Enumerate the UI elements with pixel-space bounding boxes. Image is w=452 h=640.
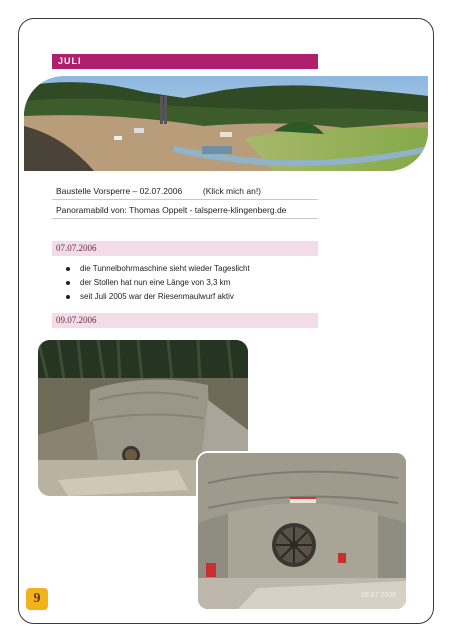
list-item: der Stollen hat nun eine Länge von 3,3 km: [64, 276, 250, 290]
panorama-caption-text: Baustelle Vorsperre – 02.07.2006: [56, 186, 183, 196]
month-header: JULI: [52, 54, 318, 69]
list-item: die Tunnelbohrmaschine sieht wieder Tageslicht: [64, 262, 250, 276]
panorama-image[interactable]: [24, 76, 428, 171]
panorama-graphic: [24, 76, 428, 171]
panorama-caption: [56, 186, 261, 196]
bullet-icon: [66, 295, 70, 299]
caption-divider: [52, 199, 318, 200]
page-number-badge: 9: [26, 588, 48, 610]
bullet-list: [64, 262, 250, 304]
tunnel-photo-2[interactable]: [196, 451, 408, 611]
bullet-icon: [66, 281, 70, 285]
date-header-2: 09.07.2006: [52, 313, 318, 328]
bullet-icon: [66, 267, 70, 271]
tunnel-photo-2-graphic: [198, 453, 406, 609]
photo-timestamp: 09.07.2006: [360, 592, 396, 599]
list-item: seit Juli 2005 war der Riesenmaulwurf aktiv: [64, 290, 250, 304]
panorama-link[interactable]: (Klick mich an!): [202, 186, 262, 196]
date-header-1: 07.07.2006: [52, 241, 318, 256]
panorama-credit: Panoramabild von: Thomas Oppelt - talsperre-klingenberg.de: [56, 205, 287, 215]
credit-divider: [52, 218, 318, 219]
